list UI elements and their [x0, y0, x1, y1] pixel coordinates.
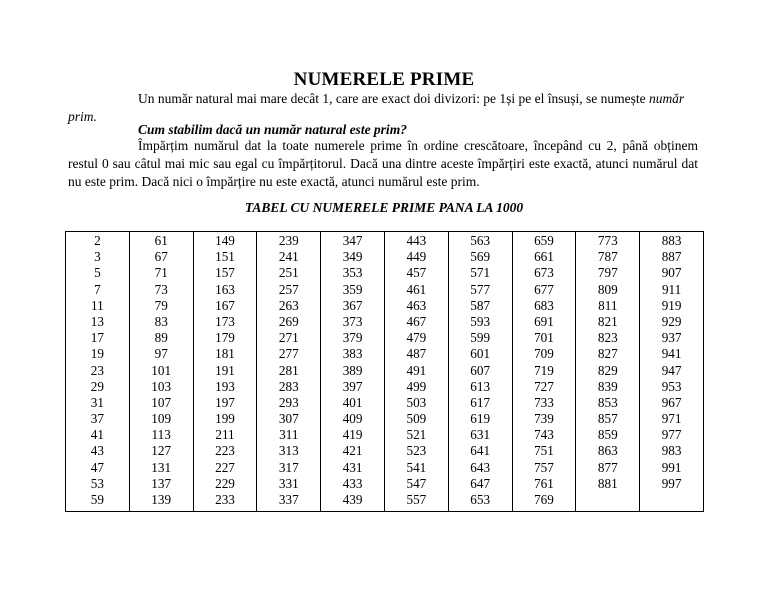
prime-cell: 131: [151, 459, 172, 475]
prime-cell: 499: [406, 378, 427, 394]
prime-cell: 307: [278, 411, 299, 427]
prime-cell: 587: [470, 297, 491, 313]
prime-cell: 911: [661, 281, 682, 297]
page-title: NUMERELE PRIME: [293, 69, 475, 90]
prime-cell: 53: [90, 475, 104, 491]
prime-cell: 467: [406, 313, 427, 329]
prime-cell: 787: [597, 249, 618, 265]
prime-cell: 181: [215, 346, 235, 362]
prime-cell: 191: [215, 362, 235, 378]
table-column-6: [384, 232, 448, 512]
prime-cell: 199: [215, 411, 235, 427]
prime-cell: 127: [151, 443, 172, 459]
prime-cell: 733: [534, 394, 554, 410]
prime-cell: 29: [90, 378, 104, 394]
table-row: [66, 232, 704, 512]
prime-cell: 421: [342, 443, 363, 459]
prime-cell: 953: [661, 378, 682, 394]
prime-cell: 227: [215, 459, 235, 475]
prime-cell: 97: [154, 346, 168, 362]
prime-cell: 941: [661, 346, 682, 362]
prime-cell: 281: [278, 362, 299, 378]
prime-cell: 31: [90, 394, 104, 410]
prime-cell: 359: [342, 281, 363, 297]
prime-cell: 367: [342, 297, 363, 313]
prime-cell: 59: [90, 492, 104, 507]
prime-cell: 277: [278, 346, 299, 362]
prime-cell: 443: [406, 233, 427, 248]
prime-cell: 43: [90, 443, 104, 459]
table-column-4: [257, 232, 321, 512]
prime-cell: 571: [470, 265, 491, 281]
prime-cell: 397: [342, 378, 363, 394]
prime-cell: 113: [151, 427, 171, 443]
prime-cell: 701: [534, 330, 554, 346]
prime-cell: 2: [94, 233, 101, 248]
prime-cell: 769: [534, 492, 554, 507]
prime-cell: 311: [279, 427, 299, 443]
prime-cell: 557: [406, 492, 427, 507]
prime-cell: 229: [215, 475, 235, 491]
definition-term: număr prim.: [68, 91, 685, 124]
prime-cell: 641: [470, 443, 491, 459]
prime-cell: 373: [342, 313, 363, 329]
prime-cell: 179: [215, 330, 235, 346]
prime-cell: 881: [597, 475, 618, 491]
prime-cell: 751: [534, 443, 554, 459]
prime-cell: 617: [470, 394, 491, 410]
prime-cell: 347: [342, 233, 363, 248]
prime-cell: 607: [470, 362, 491, 378]
prime-cell: 563: [470, 233, 491, 248]
prime-cell: 317: [278, 459, 299, 475]
table-column-2: [129, 232, 193, 512]
prime-cell: 577: [470, 281, 491, 297]
prime-cell: 79: [154, 297, 168, 313]
prime-cell: 719: [534, 362, 554, 378]
prime-cell: 17: [90, 330, 104, 346]
prime-cell: 383: [342, 346, 363, 362]
prime-cell: 233: [215, 492, 235, 507]
prime-cell: 983: [661, 443, 682, 459]
prime-cell: 3: [94, 249, 101, 265]
prime-cell: 613: [470, 378, 491, 394]
prime-cell: 89: [154, 330, 168, 346]
table-column-10: [640, 232, 704, 512]
prime-cell: 823: [597, 330, 618, 346]
prime-cell: 709: [534, 346, 554, 362]
prime-cell: 967: [661, 394, 682, 410]
prime-cell: 61: [154, 233, 168, 248]
prime-cell: 19: [90, 346, 104, 362]
prime-cell: 223: [215, 443, 235, 459]
prime-cell: 521: [406, 427, 427, 443]
prime-cell: 619: [470, 411, 491, 427]
prime-cell: 977: [661, 427, 682, 443]
prime-cell: 457: [406, 265, 427, 281]
prime-cell: 929: [661, 313, 682, 329]
prime-cell: 463: [406, 297, 427, 313]
prime-cell: 811: [598, 297, 618, 313]
prime-cell: 761: [534, 475, 554, 491]
prime-cell: 839: [597, 378, 618, 394]
prime-cell: 433: [342, 475, 363, 491]
prime-cell: 353: [342, 265, 363, 281]
prime-cell: 859: [597, 427, 618, 443]
prime-cell: 313: [278, 443, 299, 459]
prime-cell: 293: [278, 394, 299, 410]
prime-cell: 137: [151, 475, 172, 491]
prime-cell: 863: [597, 443, 618, 459]
definition-text: Un număr natural mai mare decât 1, care are exact doi divizori: pe 1și pe el însuși, se numește: [138, 91, 649, 106]
prime-cell: 41: [90, 427, 104, 443]
prime-cell: 653: [470, 492, 491, 507]
prime-cell: 601: [470, 346, 491, 362]
prime-cell: 283: [278, 378, 299, 394]
prime-cell: 7: [94, 281, 101, 297]
prime-cell: 449: [406, 249, 427, 265]
method-paragraph: Împărțim numărul dat la toate numerele prime în ordine crescătoare, începând cu 2, până obținem restul 0 sau câtul mai mic sau egal cu împărțitorul. Dacă una dintre aceste împărțiri este exactă, atunci numărul dat nu este prim. Dacă nici o împărțire nu este exactă, atunci numărul este prim.: [68, 138, 698, 189]
prime-cell: 173: [215, 313, 235, 329]
prime-cell: 389: [342, 362, 363, 378]
prime-cell: 677: [534, 281, 554, 297]
prime-cell: 569: [470, 249, 491, 265]
prime-cell: 263: [278, 297, 299, 313]
prime-cell: 857: [597, 411, 618, 427]
prime-cell: 461: [406, 281, 427, 297]
table-column-7: [448, 232, 512, 512]
prime-cell: 401: [342, 394, 363, 410]
prime-cell: 269: [278, 313, 299, 329]
table-column-5: [321, 232, 385, 512]
prime-cell: 37: [90, 411, 104, 427]
prime-cell: 809: [597, 281, 618, 297]
prime-cell: 103: [151, 378, 172, 394]
prime-cell: 5: [94, 265, 101, 281]
prime-cell: 239: [278, 233, 299, 248]
prime-cell: 509: [406, 411, 427, 427]
prime-cell: 139: [151, 492, 172, 507]
prime-cell: 907: [661, 265, 682, 281]
table-column-3: [193, 232, 257, 512]
prime-cell: 971: [661, 411, 682, 427]
prime-cell: 149: [215, 233, 235, 248]
prime-cell: 829: [597, 362, 618, 378]
prime-cell: 541: [406, 459, 427, 475]
prime-cell: 853: [597, 394, 618, 410]
prime-cell: 419: [342, 427, 363, 443]
prime-cell: 827: [597, 346, 618, 362]
prime-cell: 547: [406, 475, 427, 491]
prime-cell: 193: [215, 378, 235, 394]
prime-cell: 67: [154, 249, 168, 265]
prime-cell: 887: [661, 249, 682, 265]
prime-cell: 503: [406, 394, 427, 410]
table-column-9: [576, 232, 640, 512]
prime-cell: 47: [90, 459, 104, 475]
prime-cell: 937: [661, 330, 682, 346]
prime-cell: 683: [534, 297, 554, 313]
prime-cell: 257: [278, 281, 299, 297]
prime-cell: 919: [661, 297, 682, 313]
prime-cell: 107: [151, 394, 172, 410]
prime-cell: 593: [470, 313, 491, 329]
prime-cell: 71: [154, 265, 168, 281]
prime-cell: 23: [90, 362, 104, 378]
prime-cell: 331: [278, 475, 299, 491]
prime-cell: 13: [90, 313, 104, 329]
prime-cell: 947: [661, 362, 682, 378]
prime-cell: 991: [661, 459, 682, 475]
prime-cell: 109: [151, 411, 172, 427]
prime-cell: 491: [406, 362, 427, 378]
prime-cell: 157: [215, 265, 235, 281]
prime-cell: 743: [534, 427, 554, 443]
prime-cell: 821: [597, 313, 618, 329]
prime-cell: 163: [215, 281, 235, 297]
prime-cell: 11: [91, 297, 104, 313]
prime-cell: 599: [470, 330, 491, 346]
prime-cell: 83: [154, 313, 168, 329]
prime-cell: 877: [597, 459, 618, 475]
prime-cell: 727: [534, 378, 554, 394]
primes-table: [65, 231, 704, 512]
prime-cell: 241: [278, 249, 299, 265]
prime-cell: 337: [278, 492, 299, 507]
prime-cell: 73: [154, 281, 168, 297]
table-column-1: [66, 232, 130, 512]
prime-cell: 883: [661, 233, 682, 248]
prime-cell: 659: [534, 233, 554, 248]
definition-paragraph: [68, 90, 698, 126]
prime-cell: 479: [406, 330, 427, 346]
prime-cell: 211: [215, 427, 235, 443]
prime-cell: 661: [534, 249, 554, 265]
prime-cell: 757: [534, 459, 554, 475]
question-heading: Cum stabilim dacă un număr natural este prim?: [138, 122, 407, 137]
prime-cell: 197: [215, 394, 235, 410]
prime-cell: 271: [278, 330, 299, 346]
prime-cell: 673: [534, 265, 554, 281]
prime-cell: 409: [342, 411, 363, 427]
prime-cell: 631: [470, 427, 491, 443]
table-column-8: [512, 232, 576, 512]
prime-cell: 251: [278, 265, 299, 281]
prime-cell: 997: [661, 475, 682, 491]
prime-cell: 487: [406, 346, 427, 362]
prime-cell: 739: [534, 411, 554, 427]
prime-cell: 691: [534, 313, 554, 329]
prime-cell: 797: [597, 265, 618, 281]
prime-cell: 431: [342, 459, 363, 475]
prime-cell: 773: [597, 233, 618, 248]
prime-cell: 101: [151, 362, 172, 378]
prime-cell: 523: [406, 443, 427, 459]
prime-cell: 647: [470, 475, 491, 491]
prime-cell: 643: [470, 459, 491, 475]
prime-cell: 439: [342, 492, 363, 507]
prime-cell: 167: [215, 297, 235, 313]
prime-cell: 151: [215, 249, 235, 265]
prime-cell: 379: [342, 330, 363, 346]
table-title: TABEL CU NUMERELE PRIME PANA LA 1000: [244, 200, 524, 215]
prime-cell: 349: [342, 249, 363, 265]
